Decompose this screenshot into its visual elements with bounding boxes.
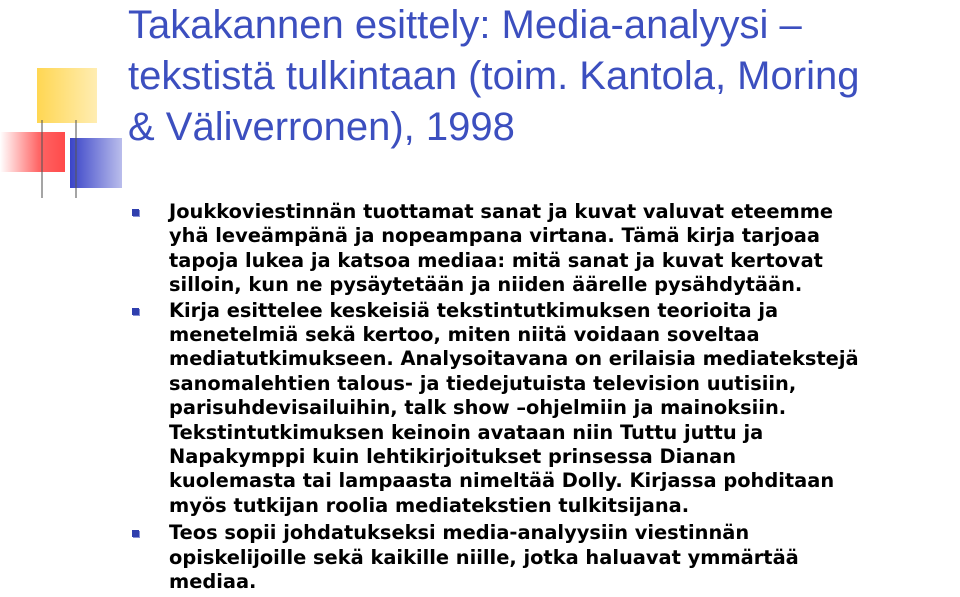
bullet-text-line: menetelmiä sekä kertoo, miten niitä voidaan soveltaa	[169, 323, 760, 347]
square-bullet-icon	[132, 209, 139, 216]
bullet-text-line: Tekstintutkimuksen keinoin avataan niin Tuttu juttu ja	[169, 420, 764, 444]
square-bullet-icon	[132, 308, 139, 315]
bullet-item-3	[130, 521, 960, 594]
bullet-text-line: Teos sopii johdatukseksi media-analyysiin viestinnän	[169, 521, 750, 545]
bullet-text-line: Napakymppi kuin lehtikirjoitukset prinsessa Dianan	[169, 445, 737, 469]
title-line-2: tekstistä tulkintaan (toim. Kantola, Moring	[128, 54, 860, 98]
bullet-text-line: parisuhdevisailuihin, talk show –ohjelmiin ja mainoksiin.	[169, 396, 787, 420]
bullet-text-line: tapoja lukea ja katsoa mediaa: mitä sanat ja kuvat kertovat	[169, 248, 823, 272]
bullet-text-line: yhä leveämpänä ja nopeampana virtana. Tämä kirja tarjoaa	[169, 224, 820, 248]
title-line-1: Takakannen esittely: Media-analyysi –	[128, 3, 802, 47]
bullet-text-line: sanomalehtien talous- ja tiedejutuista television uutisiin,	[169, 371, 797, 395]
bullet-text-line: Kirja esittelee keskeisiä tekstintutkimuksen teorioita ja	[169, 298, 779, 322]
slide-title	[128, 0, 958, 153]
deco-yellow-square	[37, 68, 97, 123]
square-bullet-icon	[132, 530, 139, 537]
title-line-3: & Väliverronen), 1998	[128, 105, 515, 149]
bullet-text-line: Joukkoviestinnän tuottamat sanat ja kuvat valuvat eteemme	[169, 200, 834, 223]
bullet-text-line: silloin, kun ne pysäytetään ja niiden äärelle pysähdytään.	[169, 273, 803, 297]
bullet-text-line: opiskelijoille sekä kaikille niille, jotka haluavat ymmärtää	[169, 545, 799, 569]
deco-blue-square	[70, 138, 122, 188]
bullet-item-1	[130, 200, 960, 298]
bullet-text-line: myös tutkijan roolia mediatekstien tulkitsijana.	[169, 493, 690, 517]
bullet-list	[130, 200, 960, 596]
deco-red-bar	[0, 132, 65, 172]
bullet-text-line: mediatutkimukseen. Analysoitavana on erilaisia mediatekstejä	[169, 347, 859, 371]
bullet-text-line: kuolemasta tai lampaasta nimeltää Dolly. Kirjassa pohditaan	[169, 469, 835, 493]
bullet-item-2	[130, 299, 960, 519]
bullet-text-line: mediaa.	[169, 570, 257, 594]
